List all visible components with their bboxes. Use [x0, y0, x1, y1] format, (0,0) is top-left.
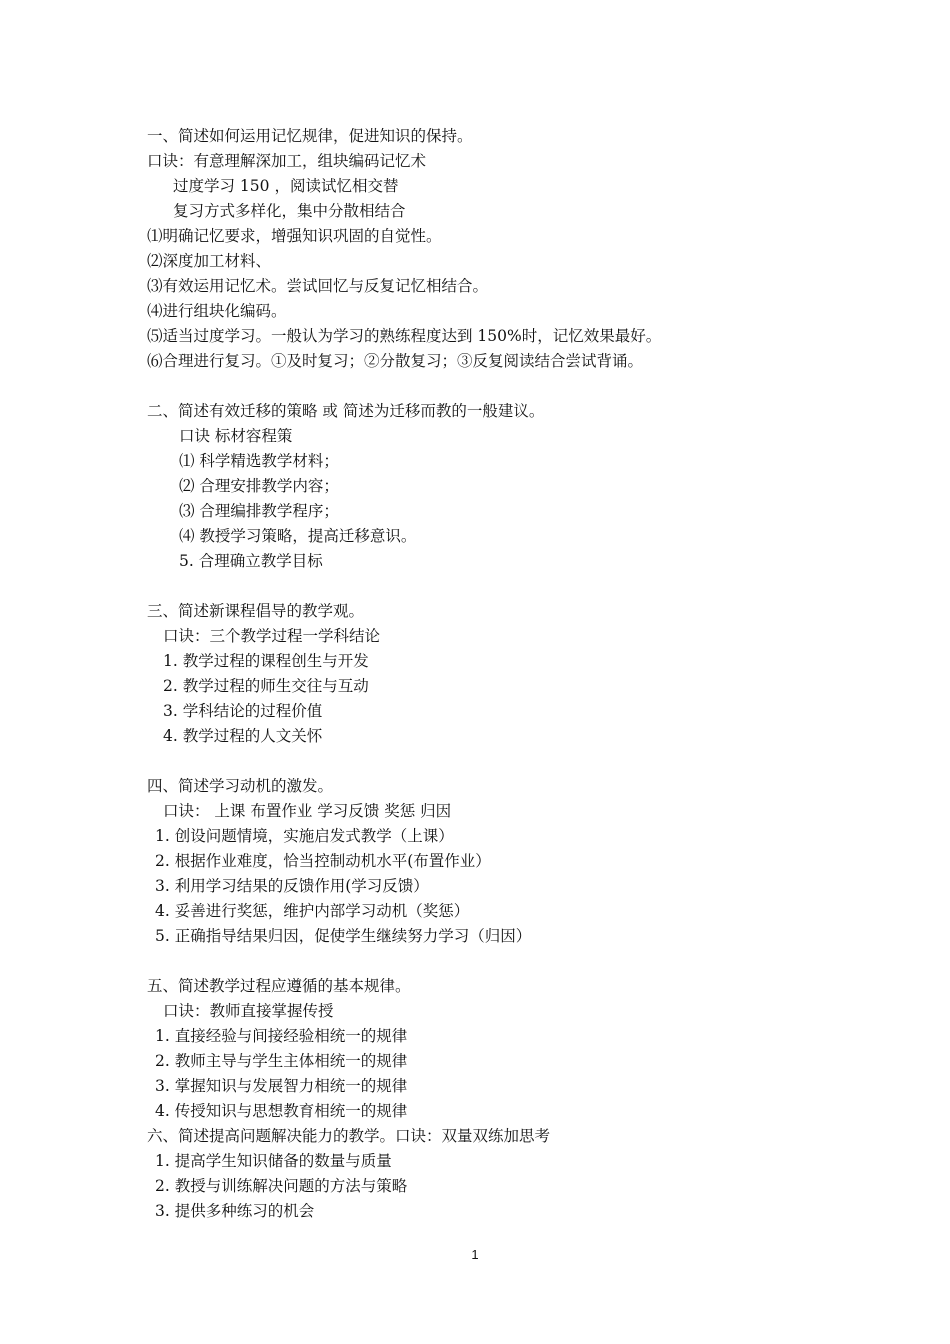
list-item: 1. 创设问题情境，实施启发式教学（上课）	[155, 827, 454, 845]
list-item: 2. 教授与训练解决问题的方法与策略	[155, 1177, 408, 1195]
list-item: 3. 掌握知识与发展智力相统一的规律	[155, 1077, 408, 1095]
section-4	[147, 774, 847, 949]
list-item: 3. 利用学习结果的反馈作用(学习反馈）	[155, 877, 429, 895]
list-item: ⑹合理进行复习。①及时复习；②分散复习；③反复阅读结合尝试背诵。	[147, 352, 644, 370]
list-item: ⑸适当过度学习。一般认为学习的熟练程度达到 150%时，记忆效果最好。	[147, 327, 662, 345]
section-spacer	[147, 374, 847, 399]
list-item: ⑵ 合理安排教学内容；	[179, 477, 339, 495]
section-spacer	[147, 574, 847, 599]
list-item: 2. 教学过程的师生交往与互动	[163, 677, 369, 695]
list-item: 3. 提供多种练习的机会	[155, 1202, 315, 1220]
mnemonic-line: 口诀： 上课 布置作业 学习反馈 奖惩 归因	[163, 802, 452, 820]
list-item: ⑷ 教授学习策略，提高迁移意识。	[179, 527, 417, 545]
section-1	[147, 124, 847, 374]
section-6	[147, 1124, 847, 1224]
list-item: 5. 正确指导结果归因，促使学生继续努力学习（归因）	[155, 927, 532, 945]
list-item: 2. 教师主导与学生主体相统一的规律	[155, 1052, 408, 1070]
section-3	[147, 599, 847, 749]
list-item: 4. 教学过程的人文关怀	[163, 727, 323, 745]
section-2	[147, 399, 847, 574]
page-number: 1	[471, 1247, 479, 1262]
section-spacer	[147, 949, 847, 974]
section-spacer	[147, 749, 847, 774]
section-title: 五、简述教学过程应遵循的基本规律。	[147, 977, 411, 995]
list-item: ⑷进行组块化编码。	[147, 302, 287, 320]
list-item: 4. 妥善进行奖惩，维护内部学习动机（奖惩）	[155, 902, 470, 920]
list-item: 1. 直接经验与间接经验相统一的规律	[155, 1027, 408, 1045]
section-5	[147, 974, 847, 1124]
list-item: 3. 学科结论的过程价值	[163, 702, 323, 720]
list-item: ⑵深度加工材料、	[147, 252, 272, 270]
section-title: 一、简述如何运用记忆规律，促进知识的保持。	[147, 127, 473, 145]
list-item: ⑶ 合理编排教学程序；	[179, 502, 339, 520]
mnemonic-line: 口诀：有意理解深加工，组块编码记忆术	[147, 152, 427, 170]
mnemonic-line: 复习方式多样化，集中分散相结合	[173, 202, 406, 220]
mnemonic-line: 口诀：教师直接掌握传授	[163, 1002, 334, 1020]
list-item: ⑴ 科学精选教学材料；	[179, 452, 339, 470]
mnemonic-line: 口诀：三个教学过程一学科结论	[163, 627, 381, 645]
list-item: 1. 教学过程的课程创生与开发	[163, 652, 369, 670]
list-item: ⑴明确记忆要求，增强知识巩固的自觉性。	[147, 227, 442, 245]
document-body	[147, 124, 847, 1224]
list-item: 1. 提高学生知识储备的数量与质量	[155, 1152, 392, 1170]
mnemonic-line: 过度学习 150 ，阅读试忆相交替	[173, 177, 399, 195]
list-item: 5. 合理确立教学目标	[179, 552, 323, 570]
section-title: 六、简述提高问题解决能力的教学。口诀：双量双练加思考	[147, 1127, 551, 1145]
list-item: 4. 传授知识与思想教育相统一的规律	[155, 1102, 408, 1120]
list-item: ⑶有效运用记忆术。尝试回忆与反复记忆相结合。	[147, 277, 489, 295]
section-title: 二、简述有效迁移的策略 或 简述为迁移而教的一般建议。	[147, 402, 545, 420]
section-title: 三、简述新课程倡导的教学观。	[147, 602, 365, 620]
list-item: 2. 根据作业难度，恰当控制动机水平(布置作业）	[155, 852, 491, 870]
section-title: 四、简述学习动机的激发。	[147, 777, 334, 795]
mnemonic-line: 口诀 标材容程策	[179, 427, 293, 445]
